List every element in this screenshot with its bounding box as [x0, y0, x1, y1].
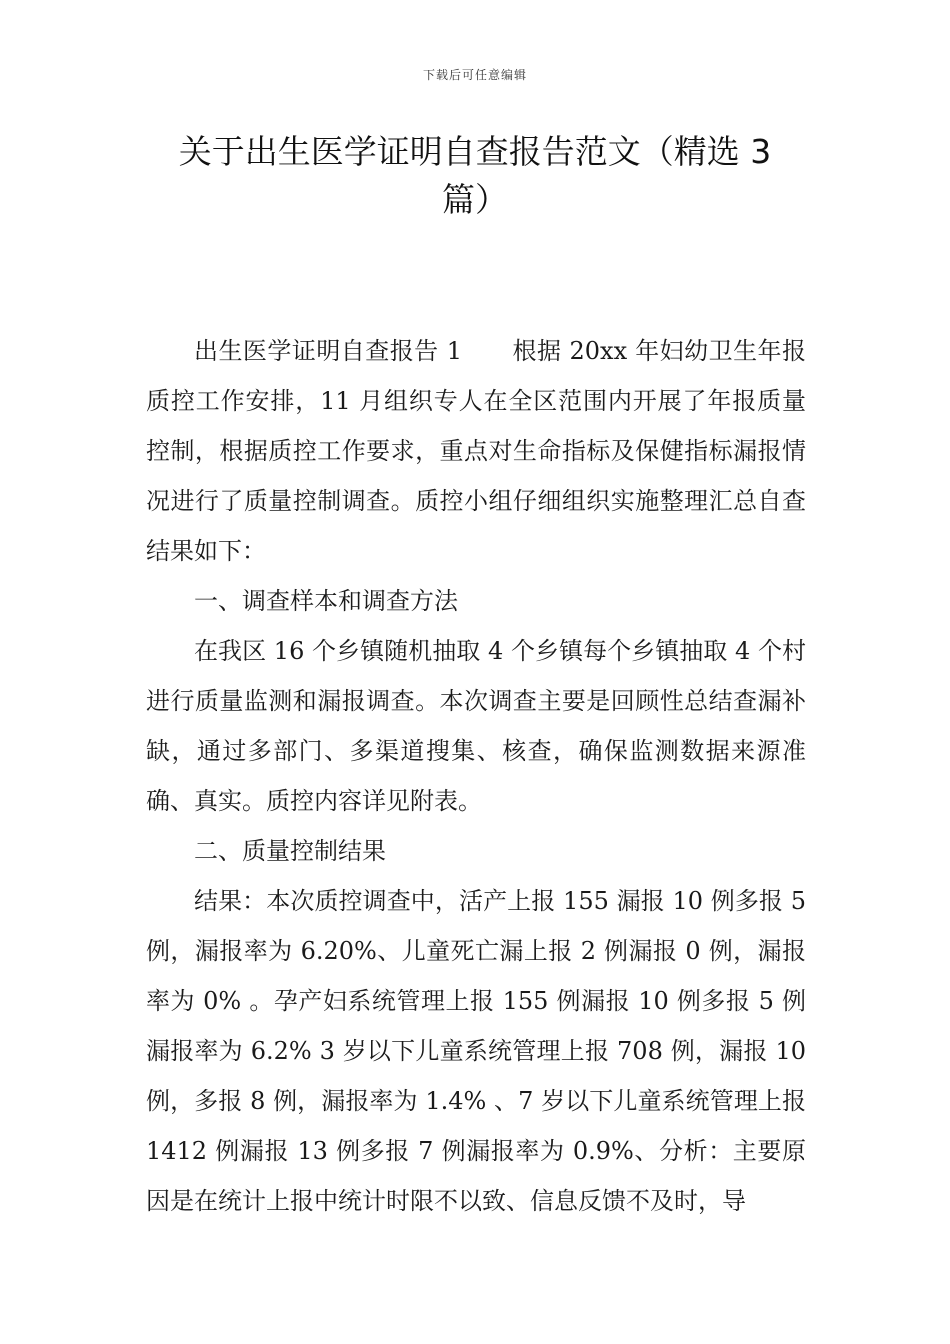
section-heading-2: 二、质量控制结果 — [194, 837, 386, 865]
document-title: 关于出生医学证明自查报告范文（精选 3 篇） — [178, 132, 772, 219]
section-label: 出生医学证明自查报告 1 — [194, 337, 463, 365]
paragraph-intro — [146, 326, 806, 576]
paragraph-results: 结果：本次质控调查中，活产上报 155 漏报 10 例多报 5 例，漏报率为 6.20%、儿童死亡漏上报 2 例漏报 0 例，漏报率为 0% 。孕产妇系统管理上报 155 例漏报 10 例多报 5 例漏报率为 6.2% 3 岁以下儿童系统管理上报 708 例，漏报 10 例，多报 8 例，漏报率为 1.4% 、7 岁以下儿童系统管理上报 1412 例漏报 13 例多报 7 例漏报率为 0.9%、分析：主要原因是在统计上报中统计时限不以致、信息反馈不及时，导 — [146, 887, 806, 1215]
paragraph-method: 在我区 16 个乡镇随机抽取 4 个乡镇每个乡镇抽取 4 个村进行质量监测和漏报调查。本次调查主要是回顾性总结查漏补缺，通过多部门、多渠道搜集、核查，确保监测数据来源准确、真实。质控内容详见附表。 — [146, 637, 806, 815]
paragraph-text: 根据 20xx 年妇幼卫生年报质控工作安排，11 月组织专人在全区范围内开展了年报质量控制，根据质控工作要求，重点对生命指标及保健指标漏报情况进行了质量控制调查。质控小组仔细组织实施整理汇总自查结果如下： — [146, 337, 806, 565]
section-heading-1: 一、调查样本和调查方法 — [194, 587, 458, 615]
header-note: 下载后可任意编辑 — [422, 68, 527, 82]
document-body — [146, 326, 806, 1226]
